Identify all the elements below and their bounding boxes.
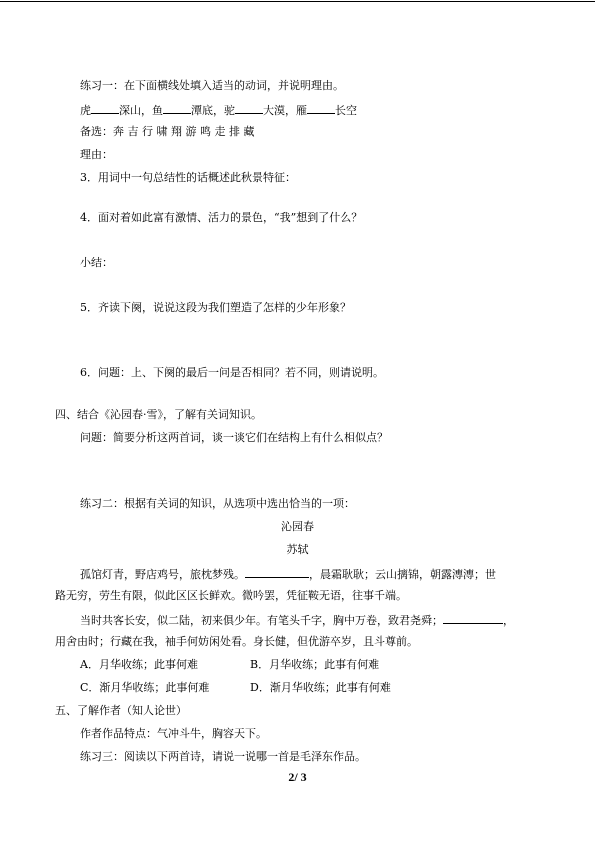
- exercise1-fill-line: [80, 102, 357, 118]
- exercise1-title: 练习一：在下面横线处填入适当的动词，并说明理由。: [80, 79, 344, 92]
- fill-text-3: 潭底，驼: [191, 104, 235, 117]
- question-5: 5．齐读下阕，说说这段为我们塑造了怎样的少年形象？: [80, 301, 351, 314]
- poem-line-3-b: ，: [503, 614, 514, 627]
- poem-line-3-a: 当时共客长安，似二陆，初来俱少年。有笔头千字，胸中万卷，致君尧舜；: [80, 614, 443, 627]
- option-d[interactable]: D．渐月华收练；此事有何难: [250, 681, 391, 694]
- section4-question: 问题：简要分析这两首词，谈一谈它们在结构上有什么相似点？: [80, 431, 388, 444]
- section4-heading: 四、结合《沁园春·雪》，了解有关词知识。: [55, 408, 262, 421]
- poem-line-3: [80, 612, 514, 628]
- poem-author: 苏轼: [286, 543, 309, 556]
- page-top-rule: [0, 1, 595, 2]
- poem-blank-2[interactable]: [443, 612, 503, 624]
- option-c[interactable]: C．渐月华收练；此事何难: [80, 681, 210, 694]
- blank-2[interactable]: [163, 102, 191, 114]
- fill-text-5: 长空: [335, 104, 357, 117]
- fill-text-2: 深山，鱼: [119, 104, 163, 117]
- summary-label: 小结：: [80, 256, 113, 269]
- blank-4[interactable]: [307, 102, 335, 114]
- fill-text-1: 虎: [80, 104, 91, 117]
- poem-line-1-b: ，晨霜耿耿；云山摛锦，朝露漙漙；世: [309, 568, 496, 581]
- section5-heading: 五、了解作者（知人论世）: [55, 704, 187, 717]
- exercise1-reason: 理由：: [80, 148, 113, 161]
- poem-title: 沁园春: [281, 520, 314, 533]
- exercise3-title: 练习三：阅读以下两首诗，请说一说哪一首是毛泽东作品。: [80, 750, 366, 763]
- poem-line-4: 用舍由时；行藏在我，袖手何妨闲处看。身长健，但优游卒岁，且斗尊前。: [55, 635, 418, 648]
- option-b[interactable]: B．月华收练；此事有何难: [250, 658, 380, 671]
- question-6: 6．问题：上、下阕的最后一问是否相同？若不同，则请说明。: [80, 366, 384, 379]
- question-4: 4．面对着如此富有激情、活力的景色，“我”想到了什么？: [80, 211, 363, 224]
- question-3: 3．用词中一句总结性的话概述此秋景特征：: [80, 171, 296, 184]
- blank-3[interactable]: [235, 102, 263, 114]
- poem-blank-1[interactable]: [245, 566, 309, 578]
- option-a[interactable]: A．月华收练；此事何难: [80, 658, 198, 671]
- exercise2-title: 练习二：根据有关词的知识，从选项中选出恰当的一项：: [80, 497, 355, 510]
- poem-line-2: 路无穷，劳生有限，似此区区长鲜欢。微吟罢，凭征鞍无语，往事千端。: [55, 589, 407, 602]
- author-features: 作者作品特点：气冲斗牛，胸容天下。: [80, 727, 267, 740]
- exercise1-options: 备选：奔 吉 行 啸 翔 游 鸣 走 排 藏: [80, 125, 255, 138]
- fill-text-4: 大漠，雁: [263, 104, 307, 117]
- poem-line-1: [80, 566, 496, 582]
- page-number: 2/ 3: [288, 770, 307, 784]
- blank-1[interactable]: [91, 102, 119, 114]
- poem-line-1-a: 孤馆灯青，野店鸡号，旅枕梦残。: [80, 568, 245, 581]
